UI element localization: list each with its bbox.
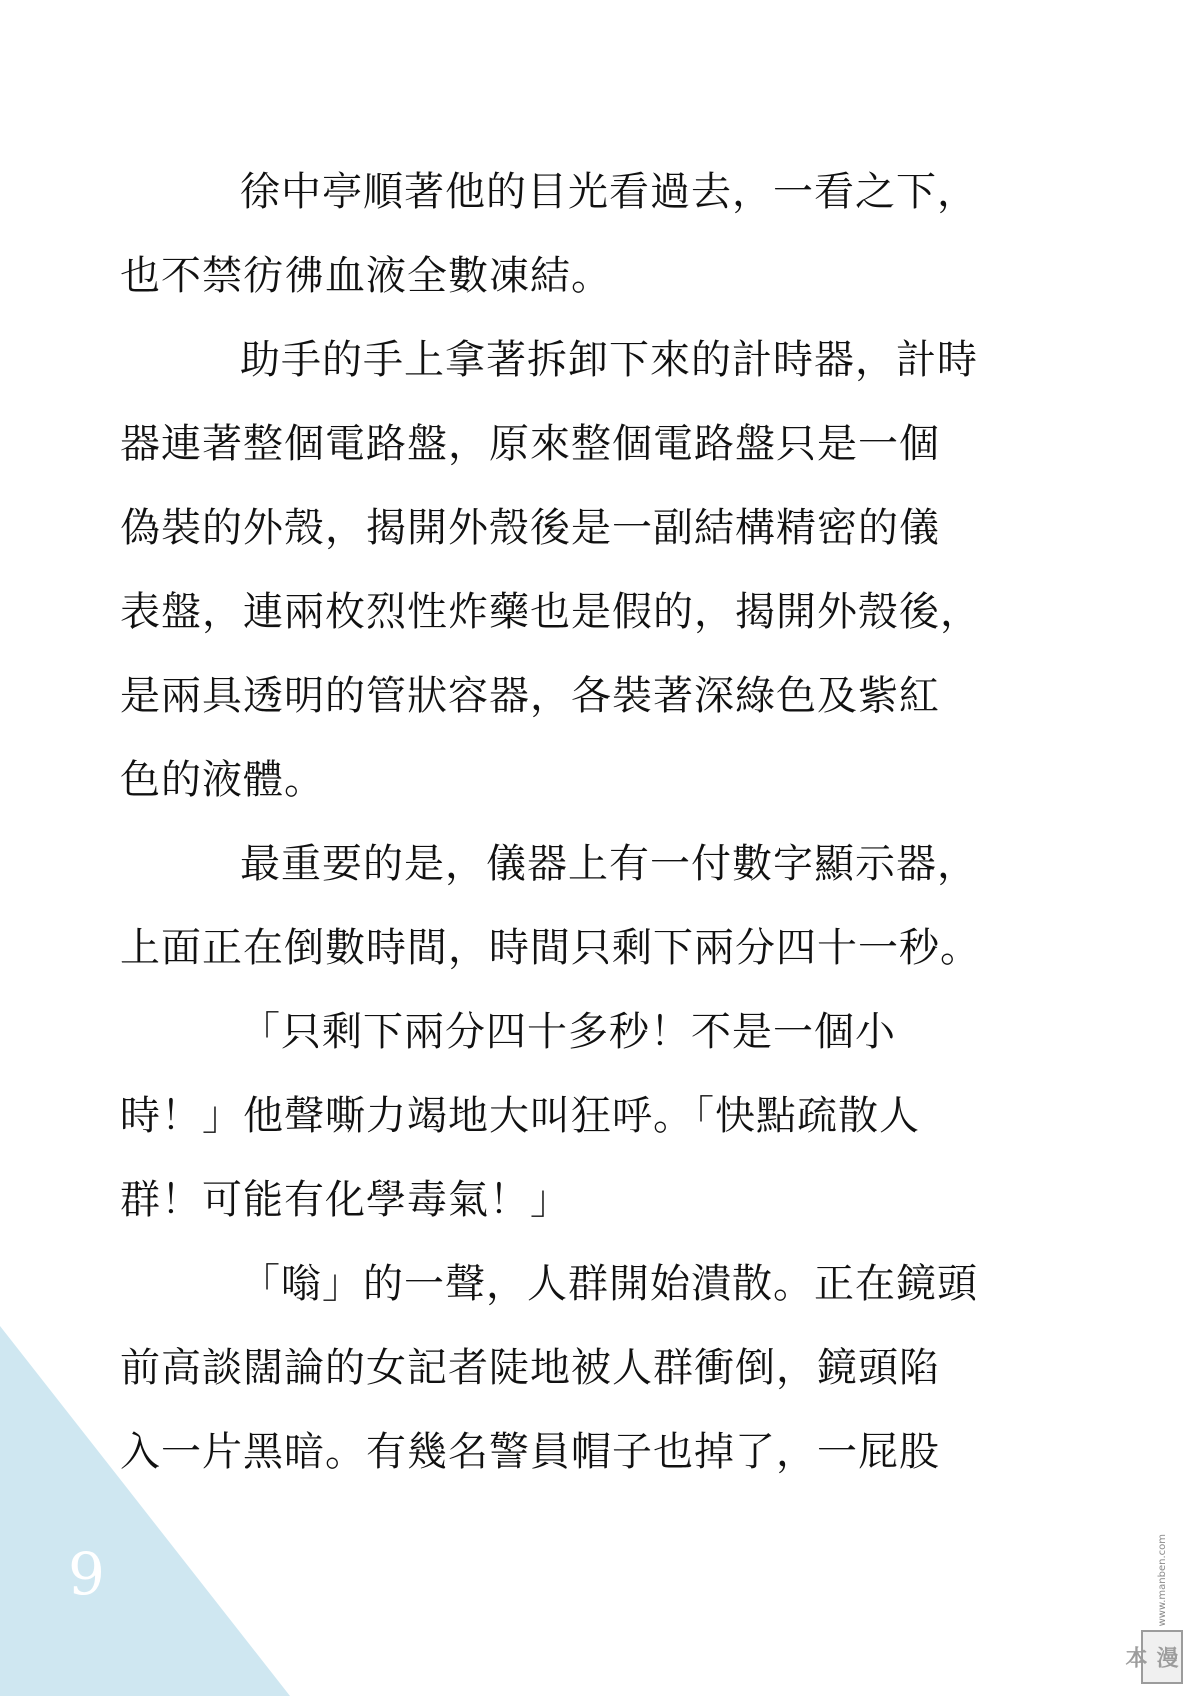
text-line: 徐中亭順著他的目光看過去，一看之下， (240, 169, 978, 215)
text-line: 「嗡」的一聲，人群開始潰散。正在鏡頭 (240, 1261, 978, 1307)
text-line: 偽裝的外殼，揭開外殼後是一副結構精密的儀 (120, 505, 940, 551)
watermark-logo: 漫本 (1141, 1630, 1183, 1684)
text-line: 色的液體。 (120, 757, 325, 803)
text-line: 最重要的是，儀器上有一付數字顯示器， (240, 841, 978, 887)
body-text (120, 150, 1100, 1494)
corner-decoration (0, 1326, 290, 1696)
text-line: 器連著整個電路盤，原來整個電路盤只是一個 (120, 421, 940, 467)
watermark (1122, 1534, 1186, 1684)
text-line: 是兩具透明的管狀容器，各裝著深綠色及紫紅 (120, 673, 940, 719)
text-line: 時！」他聲嘶力竭地大叫狂呼。「快點疏散人 (120, 1093, 920, 1139)
watermark-url: www.manben.com (1156, 1534, 1168, 1627)
text-line: 助手的手上拿著拆卸下來的計時器，計時 (240, 337, 978, 383)
page-number: 9 (68, 1540, 105, 1608)
text-line: 群！可能有化學毒氣！」 (120, 1177, 571, 1223)
text-line: 表盤，連兩枚烈性炸藥也是假的，揭開外殼後， (120, 589, 981, 635)
text-line: 「只剩下兩分四十多秒！不是一個小 (240, 1009, 896, 1055)
text-line: 上面正在倒數時間，時間只剩下兩分四十一秒。 (120, 925, 981, 971)
text-line: 也不禁彷彿血液全數凍結。 (120, 253, 612, 299)
text-line: 前高談闊論的女記者陡地被人群衝倒，鏡頭陷 (120, 1345, 940, 1391)
text-line: 入一片黑暗。有幾名警員帽子也掉了，一屁股 (120, 1429, 940, 1475)
